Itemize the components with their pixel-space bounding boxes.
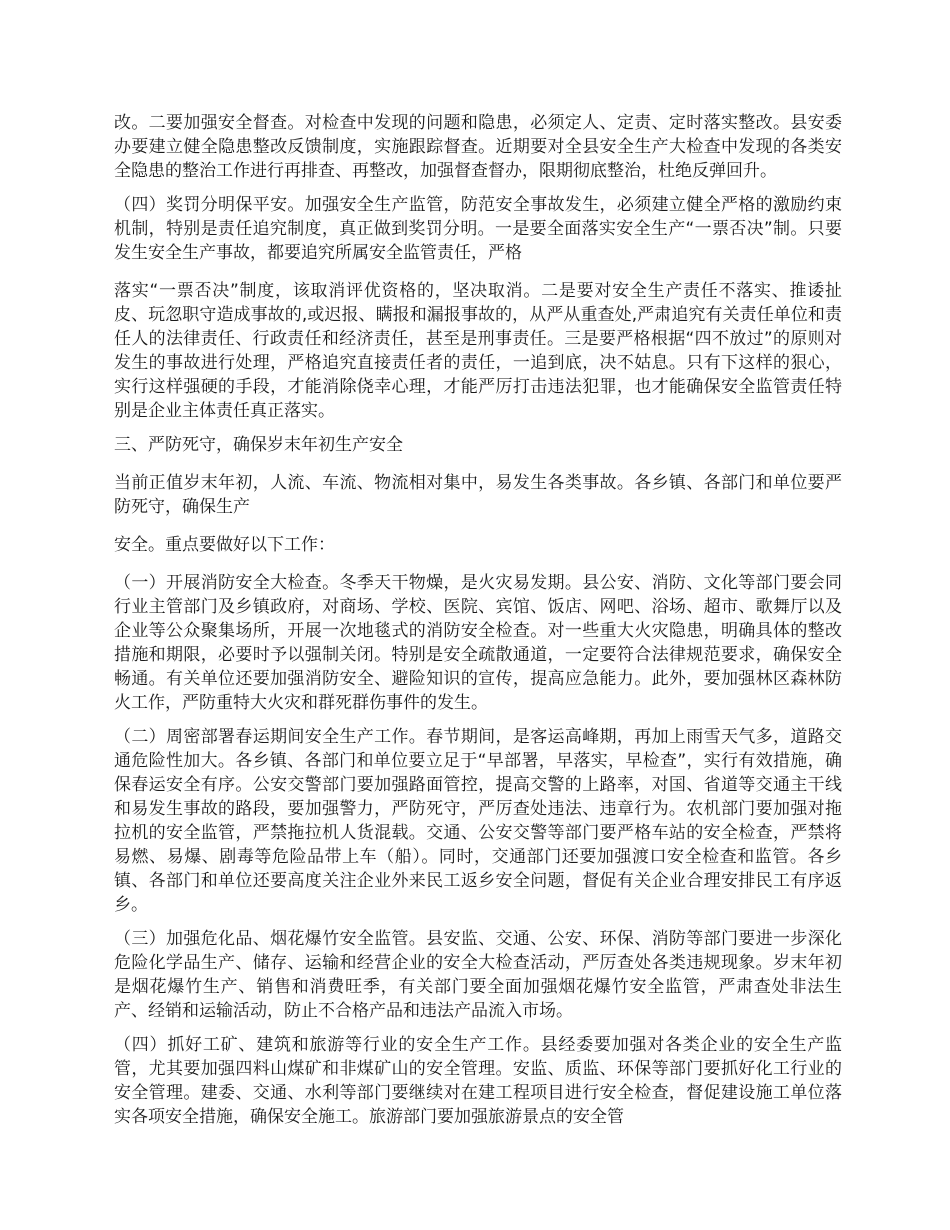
paragraph-one-vote-veto: 落实“一票否决”制度，该取消评优资格的，坚决取消。二是要对安全生产责任不落实、推诿扯皮、玩忽职守造成事故的,或迟报、瞒报和漏报事故的，从严从重查处,严肃追究有关责任单位和责任人的法律责任、行政责任和经济责任，甚至是刑事责任。三是要严格根据“四不放过”的原则对发生的事故进行处理，严格追究直接责任者的责任，一追到底，决不姑息。只有下这样的狠心，实行这样强硬的手段，才能消除侥幸心理，才能严厉打击违法犯罪，也才能确保安全监管责任特别是企业主体责任真正落实。	[114, 281, 842, 421]
paragraph-fire-safety: （一）开展消防安全大检查。冬季天干物燥，是火灾易发期。县公安、消防、文化等部门要会同行业主管部门及乡镇政府，对商场、学校、医院、宾馆、饭店、网吧、浴场、超市、歌舞厅以及企业等公众聚集场所，开展一次地毯式的消防安全检查。对一些重大火灾隐患，明确具体的整改措施和期限，必要时予以强制关闭。特别是安全疏散通道，一定要符合法律规范要求，确保安全畅通。有关单位还要加强消防安全、避险知识的宣传，提高应急能力。此外，要加强林区森林防火工作，严防重特大火灾和群死群伤事件的发生。	[114, 573, 842, 713]
paragraph-rectification: 改。二要加强安全督查。对检查中发现的问题和隐患，必须定人、定责、定时落实整改。县安委办要建立健全隐患整改反馈制度，实施跟踪督查。近期要对全县安全生产大检查中发现的各类安全隐患的整治工作进行再排查、再整改，加强督查督办，限期彻底整治，杜绝反弹回升。	[114, 113, 842, 181]
paragraph-key-work: 安全。重点要做好以下工作：	[114, 535, 335, 555]
paragraph-hazardous-chemicals: （三）加强危化品、烟花爆竹安全监管。县安监、交通、公安、环保、消防等部门要进一步深化危险化学品生产、储存、运输和经营企业的安全大检查活动，严厉查处各类违规现象。岁末年初是烟花爆竹生产、销售和消费旺季，有关部门要全面加强烟花爆竹安全监管，严肃查处非法生产、经销和运输活动，防止不合格产品和违法产品流入市场。	[114, 929, 842, 1021]
paragraph-industry-safety: （四）抓好工矿、建筑和旅游等行业的安全生产工作。县经委要加强对各类企业的安全生产监管，尤其要加强四料山煤矿和非煤矿山的安全管理。安监、质监、环保等部门要抓好化工行业的安全管理。建委、交通、水利等部门要继续对在建工程项目进行安全检查，督促建设施工单位落实各项安全措施，确保安全施工。旅游部门要加强旅游景点的安全管	[114, 1035, 842, 1127]
paragraph-rewards-penalties: （四）奖罚分明保平安。加强安全生产监管，防范安全事故发生，必须建立健全严格的激励约束机制，特别是责任追究制度，真正做到奖罚分明。一是要全面落实安全生产“一票否决”制。只要发生安全生产事故，都要追究所属安全监管责任，严格	[114, 195, 842, 263]
document-body	[114, 111, 842, 1139]
paragraph-year-end: 当前正值岁末年初，人流、车流、物流相对集中，易发生各类事故。各乡镇、各部门和单位要严防死守，确保生产	[114, 473, 842, 517]
paragraph-spring-transport: （二）周密部署春运期间安全生产工作。春节期间，是客运高峰期，再加上雨雪天气多，道路交通危险性加大。各乡镇、各部门和单位要立足于“早部署，早落实，早检查”，实行有效措施，确保春运安全有序。公安交警部门要加强路面管控，提高交警的上路率，对国、省道等交通主干线和易发生事故的路段，要加强警力，严防死守，严厉查处违法、违章行为。农机部门要加强对拖拉机的安全监管，严禁拖拉机人货混载。交通、公安交警等部门要严格车站的安全检查，严禁将易燃、易爆、剧毒等危险品带上车（船）。同时，交通部门还要加强渡口安全检查和监管。各乡镇、各部门和单位还要高度关注企业外来民工返乡安全问题，督促有关企业合理安排民工有序返乡。	[114, 727, 842, 915]
section-heading-three: 三、严防死守，确保岁末年初生产安全	[114, 435, 403, 455]
